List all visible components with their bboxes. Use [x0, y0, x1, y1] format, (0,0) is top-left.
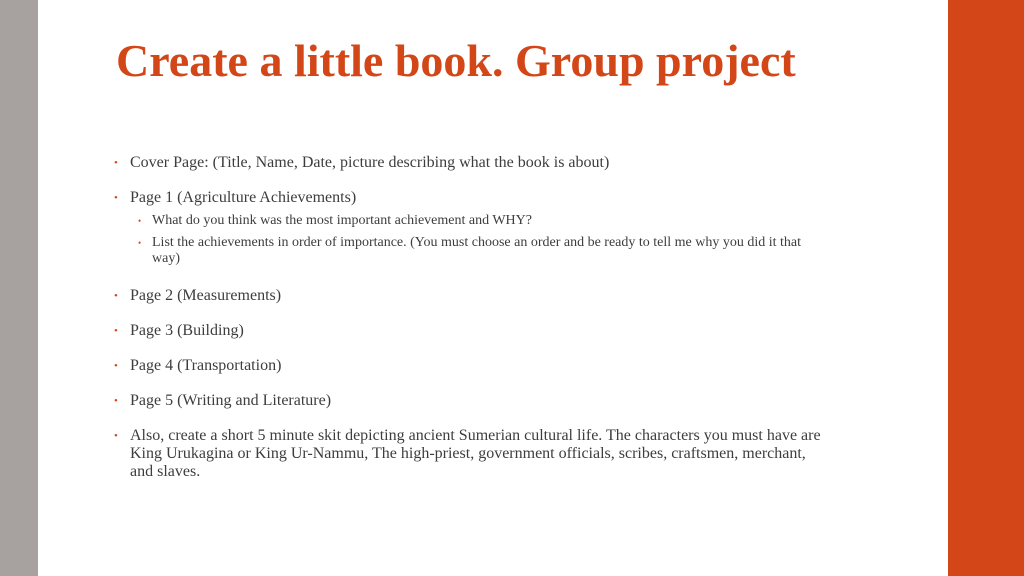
list-item: [112, 427, 832, 481]
bullet-icon: •: [114, 325, 118, 337]
bullet-icon: •: [114, 360, 118, 372]
left-decorative-band: [0, 0, 38, 576]
sub-list-item-text: What do you think was the most important achievement and WHY?: [152, 213, 532, 228]
sub-list-item: [130, 213, 832, 229]
bullet-list: [112, 154, 832, 498]
bullet-icon: •: [114, 290, 118, 302]
sub-bullet-icon: •: [138, 216, 142, 226]
list-item-text: Also, create a short 5 minute skit depicting ancient Sumerian cultural life. The characters you must have are King Urukagina or King Ur-Nammu, The high-priest, government officials, scribes, craftsmen, merchant, and slaves.: [130, 427, 821, 480]
sub-list-item-text: List the achievements in order of importance. (You must choose an order and be ready to tell me why you did it that way): [152, 235, 802, 266]
list-item-text: Page 1 (Agriculture Achievements): [130, 189, 357, 206]
list-item-text: Cover Page: (Title, Name, Date, picture describing what the book is about): [130, 154, 610, 171]
bullet-icon: •: [114, 157, 118, 169]
list-item-text: Page 5 (Writing and Literature): [130, 392, 332, 409]
list-item: [112, 287, 832, 305]
sub-bullet-list: [130, 213, 832, 267]
bullet-icon: •: [114, 430, 118, 442]
list-item-text: Page 4 (Transportation): [130, 357, 282, 374]
list-item-text: Page 3 (Building): [130, 322, 244, 339]
list-item: [112, 189, 832, 267]
bullet-icon: •: [114, 395, 118, 407]
list-item: [112, 154, 832, 172]
list-item: [112, 392, 832, 410]
list-item: [112, 322, 832, 340]
sub-bullet-icon: •: [138, 238, 142, 248]
slide-title: Create a little book. Group project: [116, 35, 796, 86]
right-decorative-band: [948, 0, 1024, 576]
bullet-icon: •: [114, 192, 118, 204]
list-item: [112, 357, 832, 375]
sub-list-item: [130, 235, 832, 267]
list-item-text: Page 2 (Measurements): [130, 287, 282, 304]
